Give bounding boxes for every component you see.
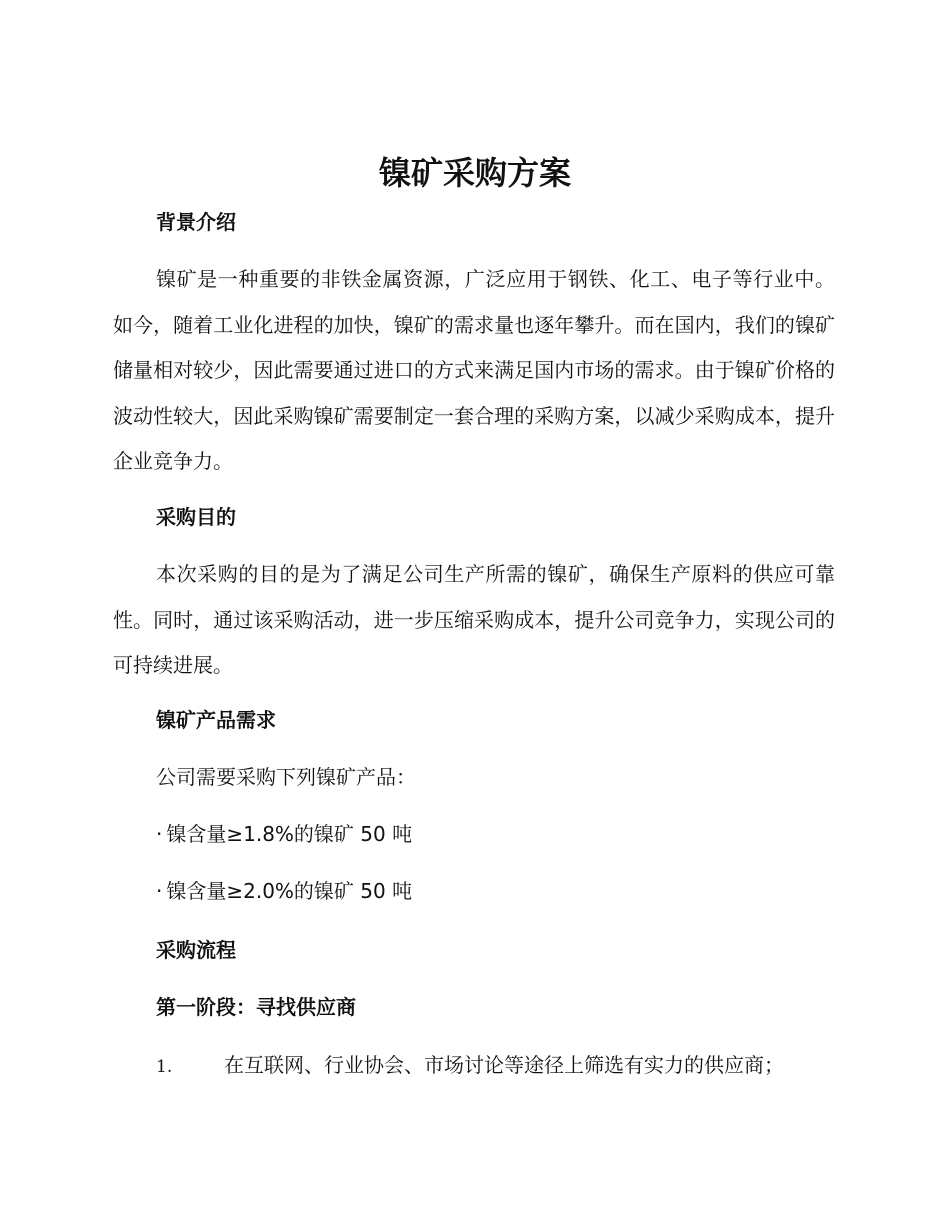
- subsection-heading-stage1: 第一阶段：寻找供应商: [156, 995, 356, 1019]
- purpose-paragraph: 本次采购的目的是为了满足公司生产所需的镍矿，确保生产原料的供应可靠性。同时，通过该采购活动，进一步压缩采购成本，提升公司竞争力，实现公司的可持续进展。: [113, 562, 835, 677]
- section-heading-background: 背景介绍: [156, 210, 236, 234]
- bullet-dot: ·: [156, 822, 163, 846]
- numbered-list-item: [156, 1050, 836, 1082]
- demand-item-text: 镍含量≥1.8%的镍矿 50 吨: [166, 822, 413, 846]
- bullet-dot: ·: [156, 879, 163, 903]
- background-paragraph: 镍矿是一种重要的非铁金属资源，广泛应用于钢铁、化工、电子等行业中。如今，随着工业化进程的加快，镍矿的需求量也逐年攀升。而在国内，我们的镍矿储量相对较少，因此需要通过进口的方式来满足国内市场的需求。由于镍矿价格的波动性较大，因此采购镍矿需要制定一套合理的采购方案，以减少采购成本，提升企业竞争力。: [113, 267, 835, 473]
- demand-item-text: 镍含量≥2.0%的镍矿 50 吨: [166, 879, 413, 903]
- section-heading-purpose: 采购目的: [156, 505, 236, 529]
- section-heading-process: 采购流程: [156, 938, 236, 962]
- list-number: 1.: [156, 1057, 173, 1077]
- section-heading-demand: 镍矿产品需求: [156, 708, 276, 732]
- list-item-text: 在互联网、行业协会、市场讨论等途径上筛选有实力的供应商；: [224, 1053, 784, 1077]
- demand-intro: 公司需要采购下列镍矿产品：: [156, 765, 416, 789]
- list-item: [156, 820, 412, 848]
- document-title: 镍矿采购方案: [378, 154, 571, 192]
- list-item: [156, 877, 412, 905]
